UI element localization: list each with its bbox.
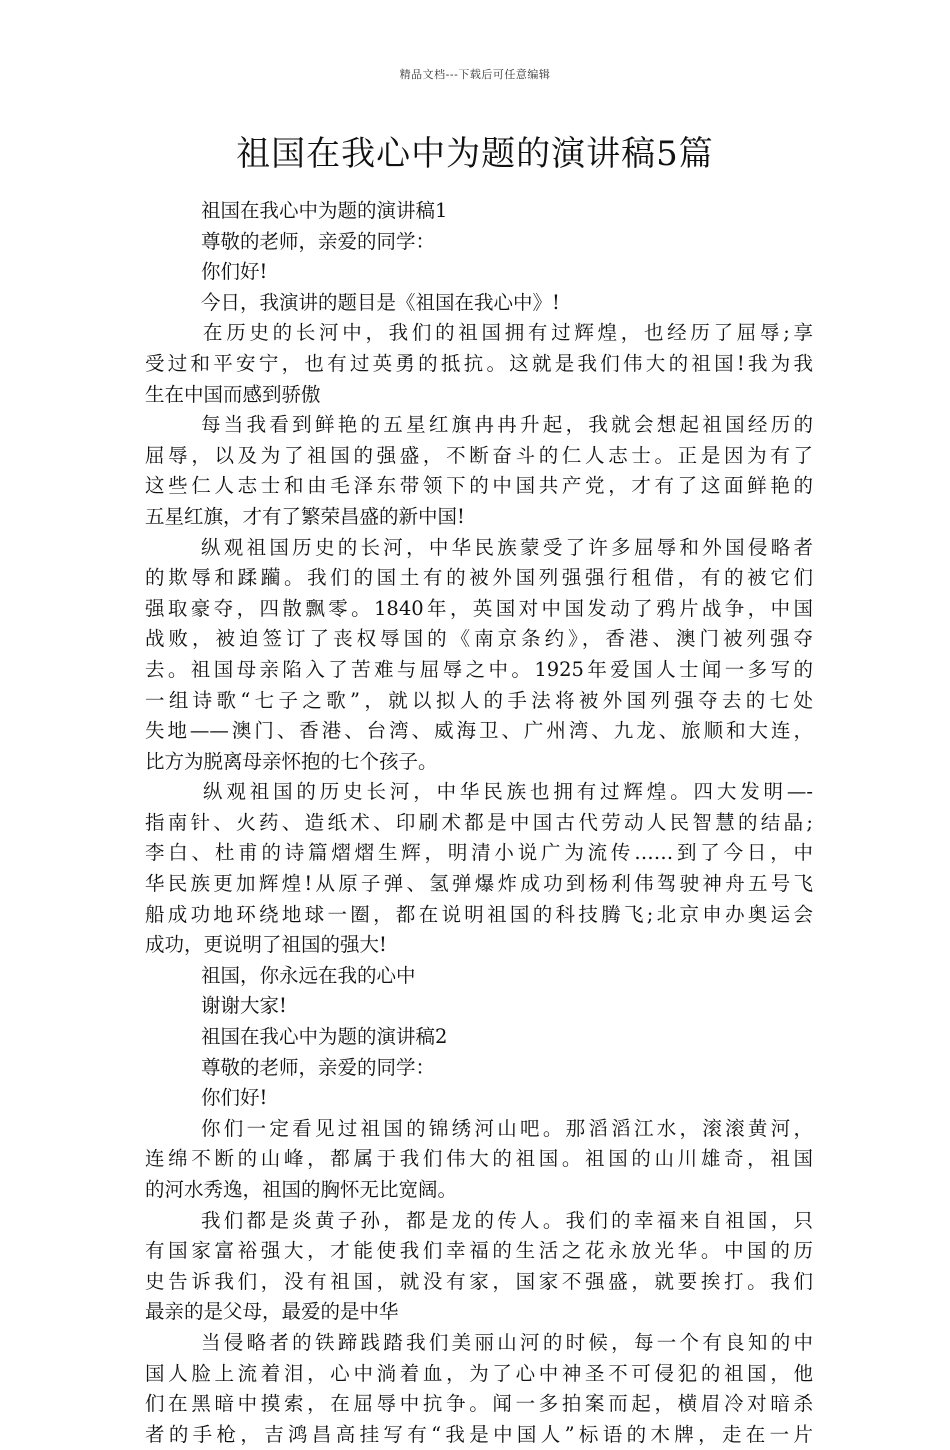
body-line: 在历史的长河中，我们的祖国拥有过辉煌，也经历了屈辱;享 (203, 321, 813, 345)
body-line: 们在黑暗中摸索，在屈辱中抗争。闻一多拍案而起，横眉冷对暗杀 (145, 1392, 813, 1416)
body-line: 谢谢大家! (201, 994, 287, 1018)
body-line: 的欺辱和蹂躏。我们的国土有的被外国列强强行租借，有的被它们 (145, 566, 813, 590)
body-line: 今日，我演讲的题目是《祖国在我心中》! (201, 290, 560, 314)
body-line: 纵观祖国历史的长河，中华民族蒙受了许多屈辱和外国侵略者 (201, 535, 813, 559)
body-line: 你们好! (201, 260, 268, 284)
body-line: 当侵略者的铁蹄践踏我们美丽山河的时候，每一个有良知的中 (201, 1330, 813, 1354)
body-line: 受过和平安宁，也有过英勇的抵抗。这就是我们伟大的祖国!我为我 (145, 351, 813, 375)
body-line: 纵观祖国的历史长河，中华民族也拥有过辉煌。四大发明—- (203, 780, 813, 804)
body-line: 连绵不断的山峰，都属于我们伟大的祖国。祖国的山川雄奇，祖国 (145, 1147, 813, 1171)
header-note: 精品文档---下载后可任意编辑 (399, 68, 551, 81)
body-line: 一组诗歌“七子之歌”，就以拟人的手法将被外国列强夺去的七处 (145, 688, 813, 712)
body-line: 我们都是炎黄子孙，都是龙的传人。我们的幸福来自祖国，只 (201, 1208, 813, 1232)
body-line: 船成功地环绕地球一圈，都在说明祖国的科技腾飞;北京申办奥运会 (145, 902, 813, 926)
body-line: 的河水秀逸，祖国的胸怀无比宽阔。 (145, 1178, 458, 1201)
body-line: 祖国，你永远在我的心中 (201, 963, 416, 987)
body-line: 指南针、火药、造纸术、印刷术都是中国古代劳动人民智慧的结晶; (145, 810, 813, 834)
body-line: 失地——澳门、香港、台湾、威海卫、广州湾、九龙、旅顺和大连， (145, 719, 813, 743)
body-line: 华民族更加辉煌!从原子弹、氢弹爆炸成功到杨利伟驾驶神舟五号飞 (145, 872, 813, 896)
body-line: 国人脸上流着泪，心中淌着血，为了心中神圣不可侵犯的祖国，他 (145, 1361, 813, 1385)
body-line: 战败，被迫签订了丧权辱国的《南京条约》，香港、澳门被列强夺 (145, 627, 813, 651)
body-line: 祖国在我心中为题的演讲稿1 (201, 199, 448, 222)
body-line: 尊敬的老师，亲爱的同学： (201, 1055, 436, 1079)
document-body (145, 196, 813, 1450)
body-line: 强取豪夺，四散飘零。1840年，英国对中国发动了鸦片战争，中国 (145, 596, 813, 620)
body-line: 尊敬的老师，亲爱的同学： (201, 229, 436, 253)
body-line: 比方为脱离母亲怀抱的七个孩子。 (145, 749, 438, 773)
body-line: 有国家富裕强大，才能使我们幸福的生活之花永放光华。中国的历 (145, 1239, 813, 1263)
body-line: 去。祖国母亲陷入了苦难与屈辱之中。1925年爱国人士闻一多写的 (145, 657, 813, 681)
body-line: 生在中国而感到骄傲 (145, 382, 321, 406)
body-line: 屈辱，以及为了祖国的强盛，不断奋斗的仁人志士。正是因为有了 (145, 443, 813, 467)
body-line: 李白、杜甫的诗篇熠熠生辉，明清小说广为流传……到了今日，中 (145, 841, 813, 865)
document-title: 祖国在我心中为题的演讲稿5篇 (236, 134, 714, 174)
body-line: 史告诉我们，没有祖国，就没有家，国家不强盛，就要挨打。我们 (145, 1269, 813, 1293)
body-line: 五星红旗，才有了繁荣昌盛的新中国! (145, 504, 465, 528)
body-line: 你们一定看见过祖国的锦绣河山吧。那滔滔江水，滚滚黄河， (201, 1116, 813, 1140)
body-line: 成功，更说明了祖国的强大! (145, 933, 387, 957)
body-line: 者的手枪，吉鸿昌高挂写有“我是中国人”标语的木牌，走在一片 (145, 1422, 813, 1446)
body-line: 你们好! (201, 1086, 268, 1110)
body-line: 这些仁人志士和由毛泽东带领下的中国共产党，才有了这面鲜艳的 (145, 474, 813, 498)
body-line: 最亲的是父母，最爱的是中华 (145, 1300, 399, 1324)
body-line: 祖国在我心中为题的演讲稿2 (201, 1025, 448, 1049)
body-line: 每当我看到鲜艳的五星红旗冉冉升起，我就会想起祖国经历的 (201, 413, 813, 437)
